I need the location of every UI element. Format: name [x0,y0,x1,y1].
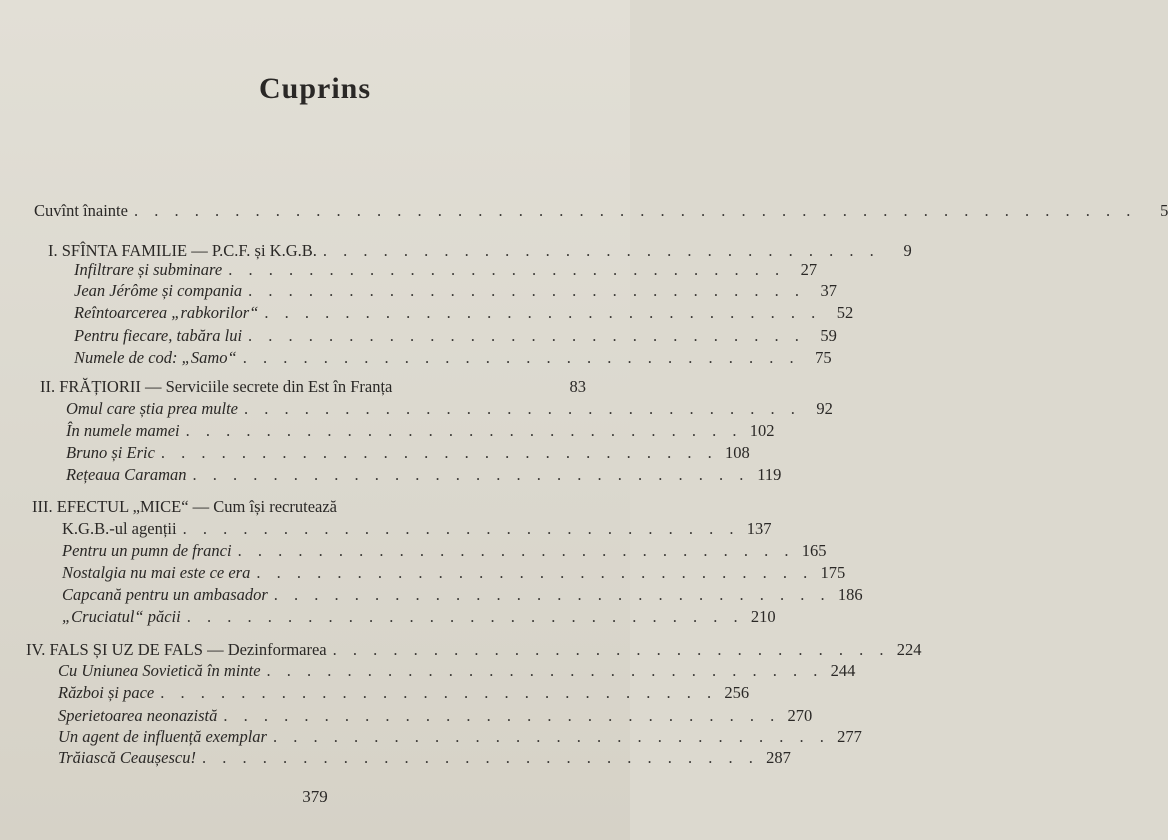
dot-leader: . . . . . . . . . . . . . . . . . . . . . . . . . . . . [185,421,743,440]
chapter-heading: IV. FALS ȘI UZ DE FALS — Dezinformarea [26,640,327,659]
entry-text: Pentru fiecare, tabăra lui [74,326,243,345]
dot-leader: . . . . . . . . . . . . . . . . . . . . . . . . . . . . [192,465,750,484]
entry-page-number: 287 [766,748,791,767]
entry-page-number: 37 [820,281,838,300]
entry-text: Bruno și Eric [66,443,155,462]
entry-page-number: 9 [903,241,912,260]
entry-page-number: 27 [800,260,818,279]
toc-chapter-heading [40,376,586,398]
entry-page-number: 277 [837,727,862,746]
toc-entry [66,442,750,464]
entry-page-number: 256 [724,683,750,702]
entry-page-number: 92 [816,399,833,418]
dot-leader: . . . . . . . . . . . . . . . . . . . . . . . . . . . . [332,640,890,659]
entry-text: Rețeaua Caraman [66,465,187,484]
entry-text: Pentru un pumn de franci [62,541,232,560]
page-number: 379 [302,787,328,806]
entry-text: În numele mamei [66,421,180,440]
dot-leader: . . . . . . . . . . . . . . . . . . . . . . . . . . . . [273,585,831,604]
dot-leader: . . . . . . . . . . . . . . . . . . . . . . . . . . . . [266,661,824,680]
entry-page-number: 5 [1160,201,1168,220]
toc-entry-intro [34,200,1168,222]
toc-entry [58,660,856,682]
dot-leader: . . . . . . . . . . . . . . . . . . . . . . . . . . . . [244,399,801,418]
dot-leader: . . . . . . . . . . . . . . . . . . . . . . . . . . . . [322,241,880,260]
entry-page-number: 270 [787,706,813,725]
dot-leader: . . . . . . . . . . . . . . . . . . . . . . . . . . . . [264,303,822,322]
chapter-heading: II. FRĂȚIORII — Serviciile secrete din Est în Franța [40,377,393,396]
toc-chapter-heading [32,496,586,518]
toc-entry [74,280,838,302]
dot-leader: . . . . . . . . . . . . . . . . . . . . . . . . . . . . [160,683,718,702]
entry-page-number: 52 [836,303,854,322]
entry-text: Capcană pentru un ambasador [62,585,268,604]
page-title: Cuprins [258,72,372,105]
entry-page-number: 137 [746,519,772,538]
dot-leader: . . . . . . . . . . . . . . . . . . . . . . . . . . . . [248,326,805,345]
dot-leader: . . . . . . . . . . . . . . . . . . . . . . . . . . . . [272,727,830,746]
toc-entry [62,540,827,562]
dot-leader: . . . . . . . . . . . . . . . . . . . . . . . . . . . . [201,748,759,767]
dot-leader: . . . . . . . . . . . . . . . . . . . . . . . . . . . . [248,281,806,300]
dot-leader: . . . . . . . . . . . . . . . . . . . . . . . . . . . . [237,541,795,560]
chapter-heading: III. EFECTUL „MICE“ — Cum își recrutează [32,497,338,516]
toc-entry [58,682,750,704]
chapter-heading-cont: K.G.B.-ul agenții [62,519,177,538]
entry-text: Nostalgia nu mai este ce era [62,563,251,582]
entry-page-number: 83 [569,377,586,396]
entry-page-number: 210 [750,607,776,626]
toc-entry [66,420,775,442]
toc-entry [66,464,782,486]
entry-page-number: 119 [757,465,782,484]
dot-leader: . . . . . . . . . . . . . . . . . . . . . . . . . . . . [228,260,786,279]
entry-text: Jean Jérôme și compania [74,281,243,300]
entry-text: Trăiască Ceaușescu! [58,748,196,767]
entry-page-number: 59 [820,326,837,345]
toc-entry [62,606,776,628]
toc-entry [66,398,833,420]
entry-text: Numele de cod: „Samo“ [74,348,237,367]
toc-chapter-heading [26,639,922,661]
dot-leader: . . . . . . . . . . . . . . . . . . . . . . . . . . . . . . . . . . . . . . . . . . . . . . . . . . [133,201,1137,220]
entry-page-number: 186 [837,585,863,604]
dot-leader: . . . . . . . . . . . . . . . . . . . . . . . . . . . . [160,443,718,462]
entry-text: Infiltrare și subminare [74,260,223,279]
entry-page-number: 108 [725,443,750,462]
dot-leader: . . . . . . . . . . . . . . . . . . . . . . . . . . . . [182,519,740,538]
dot-leader: . . . . . . . . . . . . . . . . . . . . . . . . . . . . [256,563,814,582]
toc-entry [58,705,813,727]
entry-text: Un agent de influență exemplar [58,727,267,746]
entry-text: Cu Uniunea Sovietică în minte [58,661,261,680]
entry-page-number: 175 [820,563,846,582]
toc-entry [74,259,818,281]
toc-entry [74,325,837,347]
entry-page-number: 224 [896,640,922,659]
toc-entry [62,562,846,584]
dot-leader: . . . . . . . . . . . . . . . . . . . . . . . . . . . . [242,348,800,367]
entry-text: Reîntoarcerea „rabkorilor“ [74,303,259,322]
dot-leader: . . . . . . . . . . . . . . . . . . . . . . . . . . . . [223,706,781,725]
toc-entry [62,584,863,606]
entry-text: Război și pace [58,683,155,702]
entry-text: Omul care știa prea multe [66,399,239,418]
entry-text: Sperietoarea neonazistă [58,706,218,725]
entry-page-number: 75 [815,348,832,367]
toc-entry [74,347,832,369]
entry-page-number: 165 [801,541,827,560]
entry-page-number: 102 [749,421,775,440]
entry-page-number: 244 [830,661,856,680]
chapter-heading: I. SFÎNTA FAMILIE — P.C.F. și K.G.B. [48,241,317,260]
entry-text: Cuvînt înainte [34,201,128,220]
toc-entry [74,302,854,324]
toc-chapter-heading-cont [62,518,772,540]
toc-entry [58,747,791,769]
toc-entry [58,726,862,748]
dot-leader: . . . . . . . . . . . . . . . . . . . . . . . . . . . . [186,607,744,626]
entry-text: „Cruciatul“ păcii [62,607,181,626]
